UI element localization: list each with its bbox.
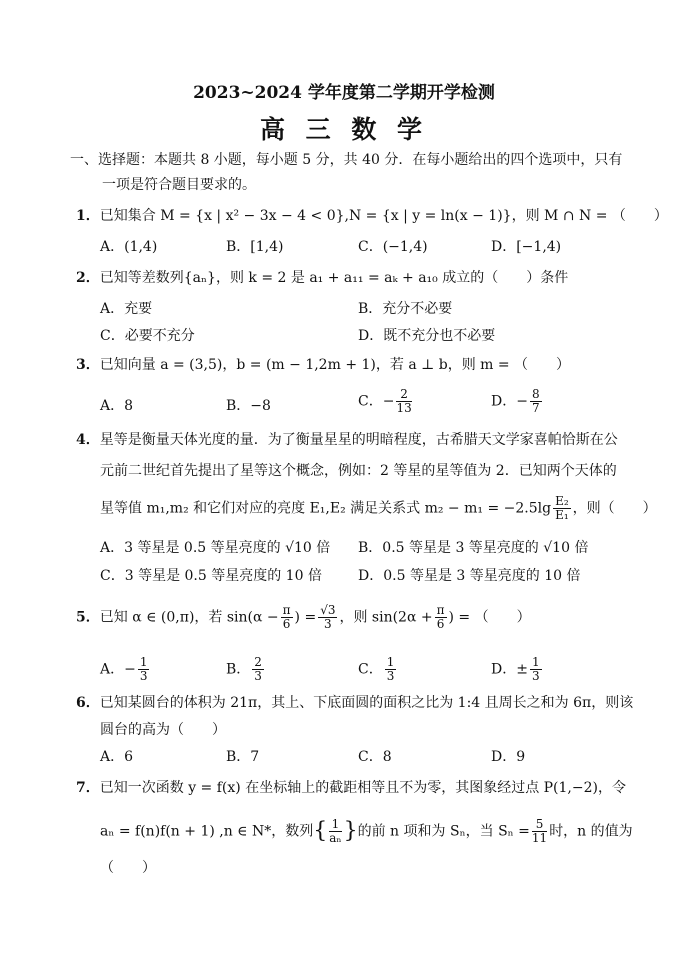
numerator: 1 [531,655,540,669]
question-text: 已知某圆台的体积为 21π，其上、下底面圆的面积之比为 1:4 且周长之和为 6π，则该 [99,695,634,711]
question-4-line3 [100,495,657,522]
numerator: √3 [320,603,336,617]
question-text: ，则 sin(2α + [339,609,433,626]
question-text: aₙ = f(n)f(n + 1) ,n ∈ N*，数列 [100,823,314,840]
question-text: 已知向量 a = (3,5)，b = (m − 1,2m + 1)，若 a ⊥ b，则 m = （ ） [99,357,571,373]
option-d: D．0.5 等星是 3 等星亮度的 10 倍 [358,568,581,584]
question-number: 1． [76,208,100,224]
numerator: 2 [396,388,411,402]
denominator: 3 [386,669,395,683]
question-number: 5． [76,609,100,626]
denominator: 7 [531,401,540,415]
question-suffix: ) = （ ） [448,609,531,626]
option-a: A．8 [100,398,134,414]
option-d: D．9 [491,749,526,765]
option-d [491,388,544,415]
exam-title: 2023~2024 学年度第二学期开学检测 [193,83,495,103]
option-d: D．[−1,4) [491,239,562,255]
question-1 [76,206,668,226]
numerator: E₂ [555,494,569,508]
fraction [435,604,447,631]
denominator: 3 [531,669,540,683]
fraction [138,656,150,683]
fraction [530,656,542,683]
option-c [358,656,398,683]
set-m: M = {x | x² − 3x − 4 < 0} [160,208,345,224]
option-b [226,656,266,683]
question-2 [76,268,568,288]
denominator: 13 [396,401,412,415]
fraction [530,388,542,415]
option-label: C．− [358,393,395,410]
question-7-line3: （ ） [100,860,156,876]
numerator: π [436,603,445,617]
option-a: A．(1,4) [100,239,158,255]
question-text: ) = [294,609,317,626]
question-4-line2: 元前二世纪首先提出了星等这个概念，例如：2 等星的星等值为 2．已知两个天体的 [100,463,617,479]
question-text: 已知 α ∈ (0,π)，若 sin(α − [99,609,279,626]
denominator: 6 [436,617,445,631]
question-text: 星等值 m₁,m₂ 和它们对应的亮度 E₁,E₂ 满足关系式 m₂ − m₁ = −2.5lg [100,500,552,517]
denominator: aₙ [329,831,342,845]
question-number: 3． [76,357,100,373]
question-text: 星等是衡量天体光度的量．为了衡量星星的明暗程度，古希腊天文学家喜帕恰斯在公 [99,432,618,448]
option-c: C．必要不充分 [100,328,195,344]
question-4-line1 [76,430,618,450]
right-brace: } [343,818,358,844]
numerator: 1 [329,818,341,832]
question-text: 的前 n 项和为 Sₙ，当 Sₙ = [357,823,530,840]
fraction [281,604,293,631]
question-6-line2: 圆台的高为（ ） [100,722,226,738]
question-text: 已知等差数列{aₙ}，则 k = 2 是 a₁ + a₁₁ = aₖ + a₁₀ 成立的（ ）条件 [99,270,569,286]
numerator: 1 [139,655,148,669]
denominator: 11 [531,831,548,845]
numerator: π [282,603,291,617]
option-d: D．既不充分也不必要 [358,328,496,344]
numerator: 2 [254,655,262,669]
question-number: 6． [76,695,100,711]
option-c: C．8 [358,749,392,765]
denominator: 3 [254,669,262,683]
question-number: 7． [76,780,100,796]
denominator: 6 [282,617,291,631]
option-label: D．± [491,661,528,678]
question-suffix: ，则 M ∩ N = （ ） [511,208,668,224]
denominator: 3 [139,669,148,683]
question-number: 2． [76,270,100,286]
subject-title: 高 三 数 学 [259,115,429,144]
section-heading-line1: 一、选择题：本题共 8 小题，每小题 5 分，共 40 分．在每小题给出的四个选项中，只有 [70,152,623,168]
question-6-line1 [76,693,633,713]
denominator: 3 [324,617,332,631]
numerator: 1 [386,655,395,669]
numerator: 5 [532,818,547,832]
option-b: B．[1,4) [226,239,284,255]
question-text: 已知集合 [99,208,156,224]
option-b: B．7 [226,749,260,765]
fraction [385,656,397,683]
option-label: B． [226,661,251,678]
left-brace: { [313,818,328,844]
fraction [553,495,571,522]
option-b: B．−8 [226,398,271,414]
fraction [532,818,547,845]
option-a [100,656,151,683]
set-n: ,N = {x | y = ln(x − 1)} [344,208,512,224]
option-a: A．3 等星是 0.5 等星亮度的 √10 倍 [100,540,331,556]
option-c: C．(−1,4) [358,239,428,255]
option-label: D．− [491,393,528,410]
option-d [491,656,544,683]
question-number: 4． [76,432,100,448]
fraction [396,388,411,415]
option-c: C．3 等星是 0.5 等星亮度的 10 倍 [100,568,322,584]
denominator: E₁ [555,508,569,522]
option-a: A．6 [100,749,134,765]
option-b: B．0.5 等星是 3 等星亮度的 √10 倍 [358,540,589,556]
question-text: 已知一次函数 y = f(x) 在坐标轴上的截距相等且不为零，其图象经过点 P(1,−2)，令 [99,780,626,796]
fraction [252,656,264,683]
numerator: 8 [531,387,540,401]
question-text: 时，n 的值为 [549,823,633,840]
option-c [358,388,414,415]
option-b: B．充分不必要 [358,301,453,317]
fraction [329,818,341,845]
question-suffix: ，则（ ） [572,500,657,517]
option-a: A．充要 [100,301,153,317]
option-label: A．− [100,661,136,678]
question-7-line2 [100,818,633,845]
question-3 [76,355,570,375]
question-5 [76,604,531,631]
option-label: C． [358,661,383,678]
question-7-line1 [76,778,626,798]
fraction [318,604,337,631]
section-heading-line2: 一项是符合题目要求的。 [102,177,256,193]
